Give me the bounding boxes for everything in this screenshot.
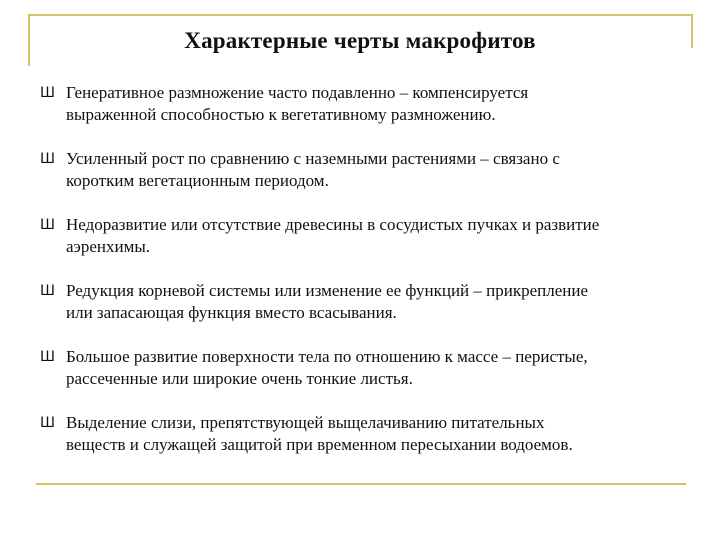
slide-title: Характерные черты макрофитов bbox=[184, 28, 536, 53]
frame-bottom-line bbox=[36, 483, 686, 485]
bullet-line-1: Генеративное размножение часто подавленно – компенсируется bbox=[66, 83, 529, 102]
bullet-item bbox=[38, 82, 698, 126]
bullet-item bbox=[38, 346, 698, 390]
square-bullet-icon: Ш bbox=[40, 415, 55, 431]
square-bullet-icon: Ш bbox=[40, 283, 55, 299]
square-bullet-icon: Ш bbox=[40, 349, 55, 365]
bullet-line-1: Недоразвитие или отсутствие древесины в сосудистых пучках и развитие bbox=[66, 215, 600, 234]
bullet-item bbox=[38, 280, 698, 324]
bullet-line-2: коротким вегетационным периодом. bbox=[66, 171, 329, 190]
bullet-line-2: рассеченные или широкие очень тонкие листья. bbox=[66, 369, 413, 388]
square-bullet-icon: Ш bbox=[40, 85, 55, 101]
bullet-line-1: Редукция корневой системы или изменение ее функций – прикрепление bbox=[66, 281, 589, 300]
bullet-line-2: веществ и служащей защитой при временном пересыхании водоемов. bbox=[66, 435, 573, 454]
bullet-item bbox=[38, 148, 698, 192]
bullet-line-1: Выделение слизи, препятствующей выщелачиванию питательных bbox=[66, 413, 545, 432]
bullet-item bbox=[38, 214, 698, 258]
frame-top-line bbox=[28, 14, 693, 16]
bullet-line-1: Большое развитие поверхности тела по отношению к массе – перистые, bbox=[66, 347, 588, 366]
bullet-line-2: аэренхимы. bbox=[66, 237, 151, 256]
bullet-list bbox=[38, 82, 698, 478]
square-bullet-icon: Ш bbox=[40, 151, 55, 167]
square-bullet-icon: Ш bbox=[40, 217, 55, 233]
bullet-line-2: или запасающая функция вместо всасывания. bbox=[66, 303, 397, 322]
bullet-line-2: выраженной способностью к вегетативному размножению. bbox=[66, 105, 496, 124]
bullet-line-1: Усиленный рост по сравнению с наземными растениями – связано с bbox=[66, 149, 560, 168]
bullet-item bbox=[38, 412, 698, 456]
